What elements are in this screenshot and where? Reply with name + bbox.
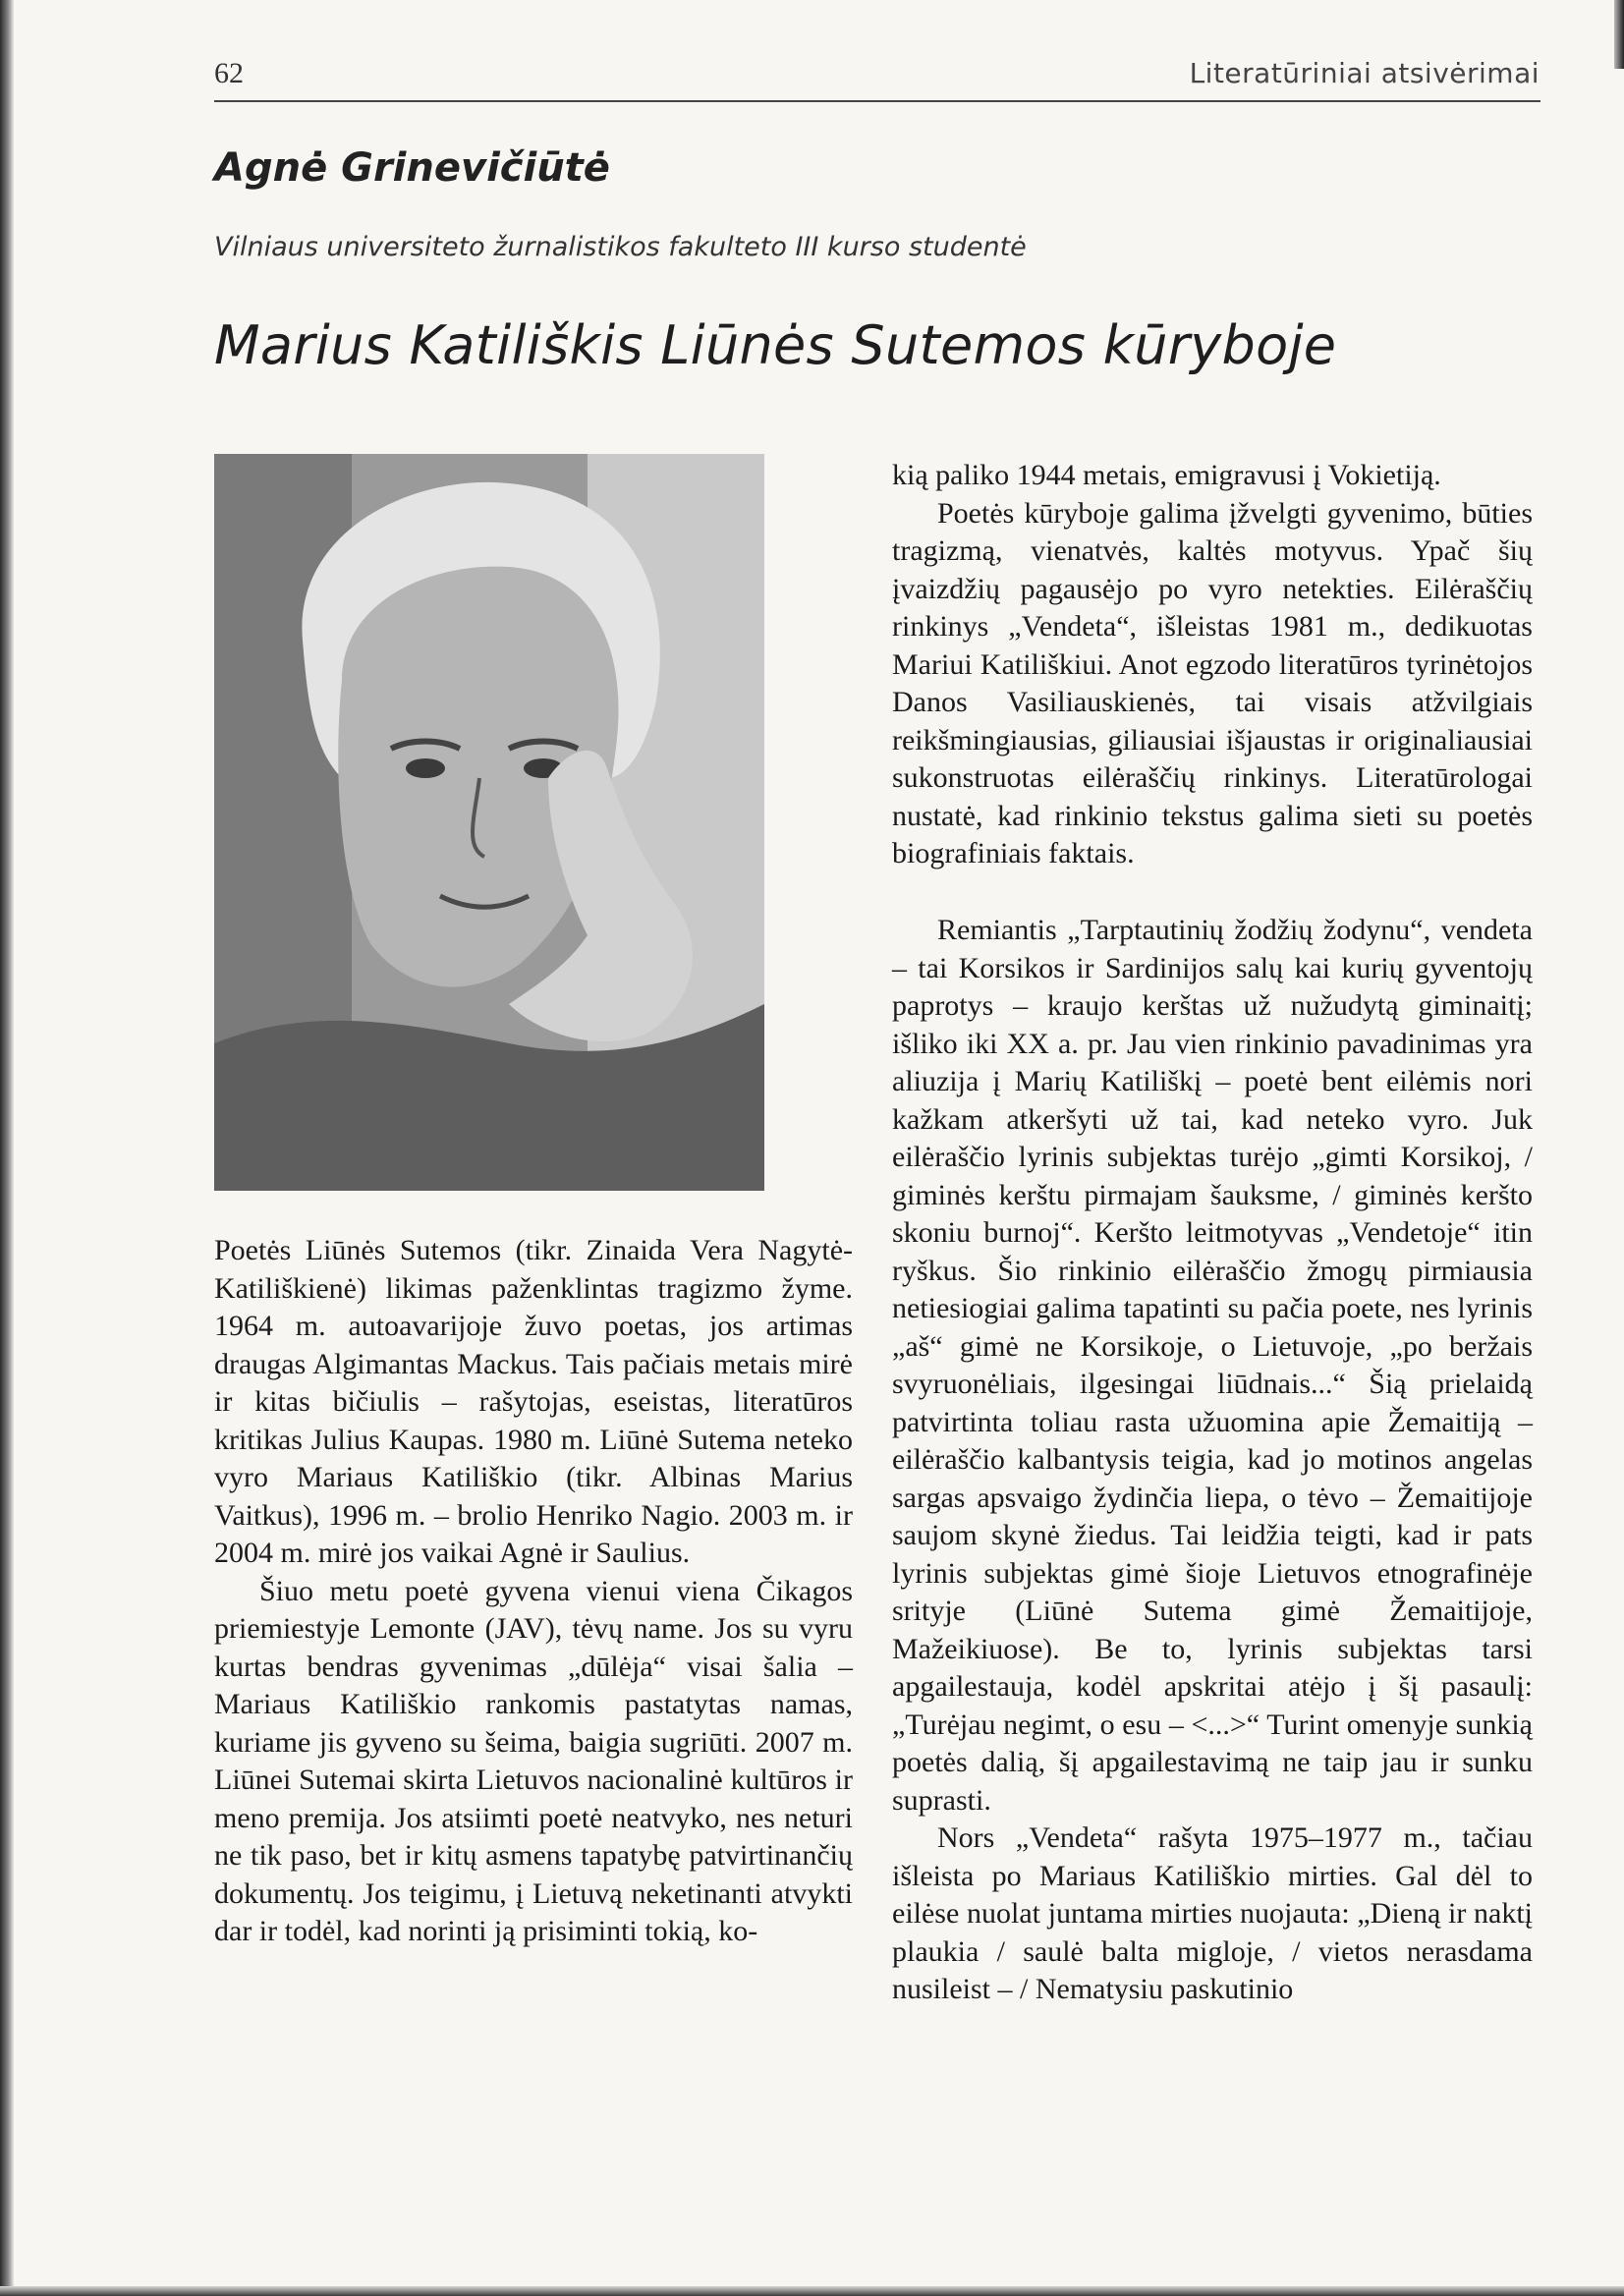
left-paragraph-2: Šiuo metu poetė gyvena vienui viena Čikagos priemiestyje Lemonte (JAV), tėvų name. Jos su vyru kurtas bendras gyvenimas „dūlėja“ visai šalia – Mariaus Katiliškio rankomis pastatytas namas, kuriame jis gyveno su šeima, baigia sugriūti. 2007 m. Liūnei Sutemai skirta Lietuvos nacionalinė kultūros ir meno premija. Jos atsiimti poetė neatvyko, nes neturi ne tik paso, bet ir kitų asmens tapatybę patvirtinančių dokumentų. Jos teigimu, į Lietuvą neketinanti atvykti dar ir todėl, kad norinti ją prisiminti tokią, ko- (214, 1574, 853, 1947)
article-title: Marius Katiliškis Liūnės Sutemos kūryboje (214, 314, 1337, 376)
portrait-photo (214, 454, 764, 1191)
book-spine-shadow (0, 0, 14, 2296)
right-paragraph-2: Poetės kūryboje galima įžvelgti gyvenimo, būties tragizmą, vienatvės, kaltės motyvus. Ypač šių įvaizdžių pagausėjo po vyro netekties. Eilėraščių rinkinys „Vendeta“, išleistas 1981 m., dedikuotas Mariui Katiliškiui. Anot egzodo literatūros tyrinėtojos Danos Vasiliauskienės, tai visais atžvilgiais reikšmingiausias, giliausiai išjaustas ir originaliausiai sukonstruotas eilėraščių rinkinys. Literatūrologai nustatė, kad rinkinio tekstus galima sieti su poetės biografiniais faktais. (892, 496, 1533, 869)
right-paragraph-1: kią paliko 1944 metais, emigravusi į Vokietiją. (892, 459, 1441, 491)
author-affiliation: Vilniaus universiteto žurnalistikos fakulteto III kurso studentė (214, 232, 1027, 262)
right-column-bottom (892, 912, 1533, 2009)
right-paragraph-4: Nors „Vendeta“ rašyta 1975–1977 m., tačiau išleista po Mariaus Katiliškio mirties. Gal dėl to eilėse nuolat juntama mirties nuojauta: „Dieną ir naktį plaukia / saulė balta migloje, / vietos nerasdama nusileist – / Nematysiu paskutinio (892, 1821, 1533, 2005)
running-head: Literatūriniai atsivėrimai (1189, 57, 1540, 89)
right-paragraph-3: Remiantis „Tarptautinių žodžių žodynu“, vendeta – tai Korsikos ir Sardinijos salų kai kurių gyventojų paprotys – kraujo kerštas už nužudytą giminaitį; išliko iki XX a. pr. Jau vien rinkinio pavadinimas yra aliuzija į Marių Katiliškį – poetė bent eilėmis nori kažkam atkeršyti už tai, kad neteko vyro. Juk eilėraščio lyrinis subjektas turėjo „gimti Korsikoj, / giminės kerštu pirmajam šauksme, / giminės keršto skoniu burnoj“. Keršto leitmotyvas „Vendetoje“ itin ryškus. Šio rinkinio eilėraščio žmogų pirmiausia netiesiogiai galima tapatinti su pačia poete, nes lyrinis „aš“ gimė ne Korsikoje, o Lietuvoje, „po beržais svyruonėliais, ilgesingai liūdnais...“ Šią prielaidą patvirtinta toliau rasta užuomina apie Žemaitiją – eilėraščio kalbantysis teigia, kad jo motinos angelas sargas apsvaigo žydinčia liepa, o tėvo – Žemaitijoje saujom skynė žiedus. Tai leidžia teigti, kad ir pats lyrinis subjektas gimė šioje Lietuvos etnografinėje srityje (Liūnė Sutema gimė Žemaitijoje, Mažeikiuose). Be to, lyrinis subjektas tarsi apgailestauja, kodėl apskritai atėjo į šį pasaulį: „Turėjau negimt, o esu – <...>“ Turint omenyje sunkią poetės dalią, šį apgailestavimą ne taip jau ir sunku suprasti. (892, 914, 1533, 1817)
page-bottom-edge (0, 2286, 1624, 2296)
page-corner-shadow (1614, 0, 1624, 69)
header-rule (214, 100, 1540, 102)
left-column (214, 1232, 853, 1951)
author-name: Agnė Grinevičiūtė (214, 145, 610, 191)
left-paragraph-1: Poetės Liūnės Sutemos (tikr. Zinaida Vera Nagytė-Katiliškienė) likimas paženklintas tragizmo žyme. 1964 m. autoavarijoje žuvo poetas, jos artimas draugas Algimantas Mackus. Tais pačiais metais mirė ir kitas bičiulis – rašytojas, eseistas, literatūros kritikas Julius Kaupas. 1980 m. Liūnė Sutema neteko vyro Mariaus Katiliškio (tikr. Albinas Marius Vaitkus), 1996 m. – brolio Henriko Nagio. 2003 m. ir 2004 m. mirė jos vaikai Agnė ir Saulius. (214, 1234, 853, 1569)
right-column-top (892, 457, 1533, 873)
page-number: 62 (214, 57, 244, 89)
